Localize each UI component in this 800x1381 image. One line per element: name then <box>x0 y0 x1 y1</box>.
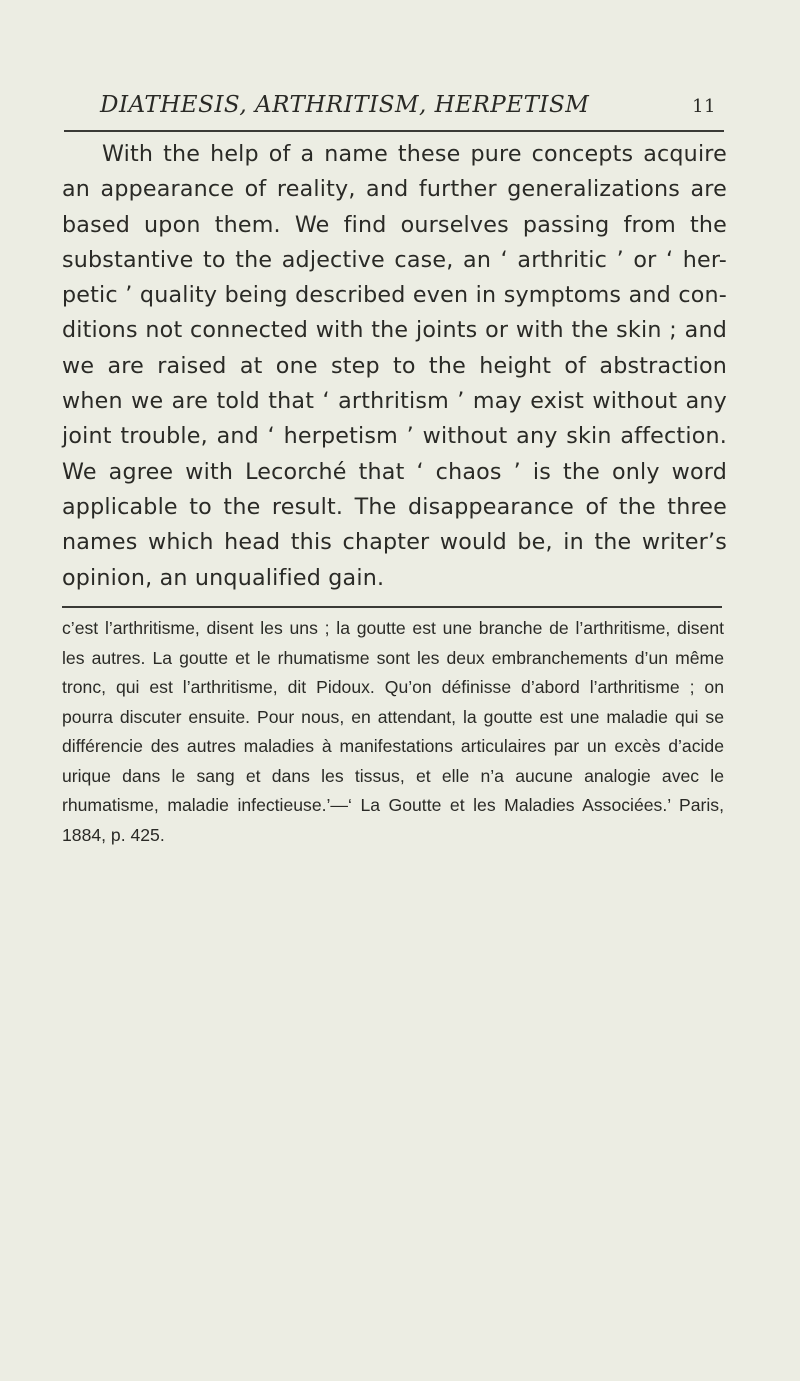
footnote-text: c’est l’arthritisme, disent les uns ; la goutte est une branche de l’arthritisme, disent les autres. La goutte et le rhumatisme sont les deux embranchements d’un même tronc, qui est l’arthritisme, dit Pidoux. Qu’on définisse d’abord l’arthritisme ; on pourra discuter ensuite. Pour nous, en attendant, la goutte est une maladie qui se différencie des autres maladies à manifestations articulaires par un excès d’acide urique dans le sang et dans les tissus, et elle n’a aucune analogie avec le rhumatisme, maladie infectieuse.’—‘ La Goutte et les Maladies Associées.’ Paris, 1884, p. 425. <box>62 618 724 845</box>
running-head <box>100 92 716 128</box>
body-paragraph: With the help of a name these pure concepts acquire an appearance of reality, and further generalizations are based upon them. We find ourselves passing from the substantive to the adjective case, an ‘ arthritic ’ or ‘ her-petic ’ quality being described even in symptoms and con-ditions not connected with the joints or with the skin ; and we are raised at one step to the height of abstraction when we are told that ‘ arthritism ’ may exist without any joint trouble, and ‘ herpetism ’ without any skin affection. We agree with Lecorché that ‘ chaos ’ is the only word applicable to the result. The disappearance of the three names which head this chapter would be, in the writer’s opinion, an unqualified gain. <box>62 141 727 591</box>
header-rule <box>64 130 724 132</box>
running-title: DIATHESIS, ARTHRITISM, HERPETISM <box>100 92 590 118</box>
footnote-rule <box>62 606 722 608</box>
page-number: 11 <box>692 96 716 117</box>
